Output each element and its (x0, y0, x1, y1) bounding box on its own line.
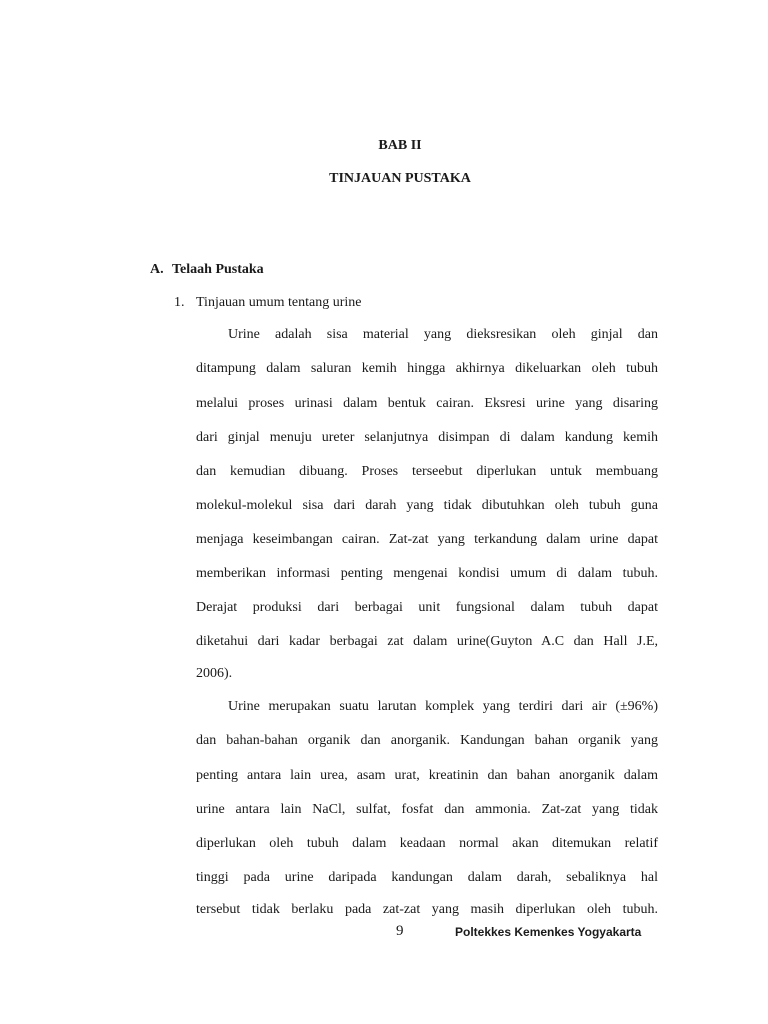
paragraph-line: menjaga keseimbangan cairan. Zat-zat yang terkandung dalam urine dapat (196, 532, 658, 547)
paragraph-line: tinggi pada urine daripada kandungan dalam darah, sebaliknya hal (196, 870, 658, 885)
subsection-heading (174, 295, 362, 311)
paragraph-line: diketahui dari kadar berbagai zat dalam urine(Guyton A.C dan Hall J.E, (196, 634, 658, 649)
paragraph-line: molekul-molekul sisa dari darah yang tidak dibutuhkan oleh tubuh guna (196, 498, 658, 513)
subsection-title: Tinjauan umum tentang urine (196, 295, 362, 310)
paragraph-line: memberikan informasi penting mengenai kondisi umum di dalam tubuh. (196, 566, 658, 581)
institution-name: Poltekkes Kemenkes Yogyakarta (455, 925, 642, 939)
chapter-heading: BAB II (378, 138, 422, 153)
paragraph-line: melalui proses urinasi dalam bentuk cairan. Eksresi urine yang disaring (196, 396, 658, 411)
paragraph-line: diperlukan oleh tubuh dalam keadaan normal akan ditemukan relatif (196, 836, 658, 851)
page-number: 9 (396, 923, 404, 939)
paragraph-line: 2006). (196, 666, 233, 681)
paragraph-line: tersebut tidak berlaku pada zat-zat yang masih diperlukan oleh tubuh. (196, 902, 658, 917)
paragraph-line: Urine adalah sisa material yang dieksresikan oleh ginjal dan (228, 327, 658, 342)
paragraph-line: dan bahan-bahan organik dan anorganik. Kandungan bahan organik yang (196, 733, 658, 748)
paragraph-line: ditampung dalam saluran kemih hingga akhirnya dikeluarkan oleh tubuh (196, 361, 658, 376)
paragraph-line: Derajat produksi dari berbagai unit fungsional dalam tubuh dapat (196, 600, 658, 615)
paragraph-line: urine antara lain NaCl, sulfat, fosfat dan ammonia. Zat-zat yang tidak (196, 802, 658, 817)
section-heading (150, 262, 264, 278)
paragraph-line: dari ginjal menuju ureter selanjutnya disimpan di dalam kandung kemih (196, 430, 658, 445)
paragraph-line: dan kemudian dibuang. Proses terseebut diperlukan untuk membuang (196, 464, 658, 479)
chapter-title: TINJAUAN PUSTAKA (329, 171, 471, 186)
section-title: Telaah Pustaka (172, 262, 264, 277)
subsection-number: 1. (174, 295, 185, 310)
paragraph-line: penting antara lain urea, asam urat, kreatinin dan bahan anorganik dalam (196, 768, 658, 783)
paragraph-line: Urine merupakan suatu larutan komplek yang terdiri dari air (±96%) (228, 699, 658, 714)
section-number: A. (150, 262, 164, 277)
